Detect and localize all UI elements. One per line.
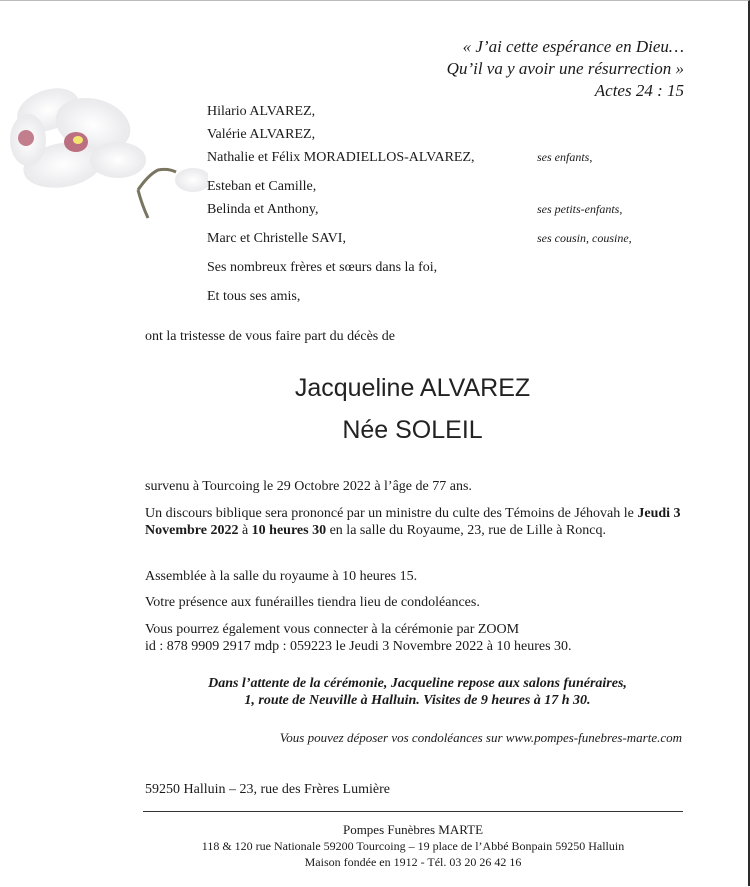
- funeral-home-contact: Maison fondée en 1912 - Tél. 03 20 26 42 16: [304, 855, 522, 869]
- announcement-intro: ont la tristesse de vous faire part du décès de: [145, 329, 395, 344]
- orchid-flower-image: [8, 80, 208, 230]
- family-name: Ses nombreux frères et sœurs dans la foi,: [207, 260, 438, 275]
- family-relation: ses petits-enfants,: [537, 202, 623, 216]
- zoom-line: Vous pourrez également vous connecter à la cérémonie par ZOOM: [145, 622, 520, 637]
- family-address: 59250 Halluin – 23, rue des Frères Lumière: [145, 782, 390, 797]
- family-row: [207, 146, 677, 169]
- visit-notice: [145, 675, 690, 709]
- family-relation: ses cousin, cousine,: [537, 231, 632, 245]
- visit-line: Dans l’attente de la cérémonie, Jacqueline repose aux salons funéraires,: [208, 676, 627, 691]
- funeral-home-address: 118 & 120 rue Nationale 59200 Tourcoing – 19 place de l’Abbé Bonpain 59250 Halluin: [201, 839, 625, 853]
- zoom-line: id : 878 9909 2917 mdp : 059223 le Jeudi 3 Novembre 2022 à 10 heures 30.: [145, 639, 572, 654]
- discourse-time: 10 heures 30: [251, 523, 327, 538]
- online-condolences: Vous pouvez déposer vos condoléances sur www.pompes-funebres-marte.com: [279, 730, 682, 745]
- family-name: Marc et Christelle SAVI,: [207, 231, 346, 246]
- death-paragraph: survenu à Tourcoing le 29 Octobre 2022 à l’âge de 77 ans.: [145, 479, 472, 494]
- family-row: [207, 123, 677, 146]
- deceased-maiden-name: Née SOLEIL: [342, 416, 483, 444]
- discourse-text: Un discours biblique sera prononcé par un ministre du culte des Témoins de Jéhovah le: [145, 506, 638, 521]
- epigraph: [447, 36, 684, 102]
- family-row: [207, 227, 677, 250]
- family-row: [207, 256, 677, 279]
- family-name: Nathalie et Félix MORADIELLOS-ALVAREZ,: [207, 150, 475, 165]
- family-name: Esteban et Camille,: [207, 179, 317, 194]
- family-row: [207, 198, 677, 221]
- epigraph-line-1: « J’ai cette espérance en Dieu…: [462, 37, 684, 56]
- family-name: Valérie ALVAREZ,: [207, 127, 316, 142]
- deceased-name: Jacqueline ALVAREZ: [294, 374, 531, 402]
- zoom-paragraph: [145, 621, 690, 655]
- funeral-home-footer: [143, 822, 683, 870]
- discourse-paragraph: [145, 505, 690, 539]
- assembly-paragraph: Assemblée à la salle du royaume à 10 heures 15.: [145, 569, 418, 584]
- family-name: Hilario ALVAREZ,: [207, 104, 316, 119]
- family-row: [207, 285, 677, 308]
- discourse-text: à: [238, 523, 252, 538]
- family-row: [207, 175, 677, 198]
- funeral-home-name: Pompes Funèbres MARTE: [342, 822, 484, 837]
- family-name: Belinda et Anthony,: [207, 202, 319, 217]
- condolences-paragraph: Votre présence aux funérailles tiendra lieu de condoléances.: [145, 595, 480, 610]
- family-row: [207, 100, 677, 123]
- footer-divider: [143, 811, 683, 812]
- family-relation: ses enfants,: [537, 150, 593, 164]
- family-name: Et tous ses amis,: [207, 289, 301, 304]
- discourse-date: Jeudi 3 Novembre 2022: [145, 506, 681, 538]
- epigraph-reference: Actes 24 : 15: [594, 81, 684, 100]
- visit-line: 1, route de Neuville à Halluin. Visites de 9 heures à 17 h 30.: [244, 693, 591, 708]
- discourse-text: en la salle du Royaume, 23, rue de Lille à Roncq.: [326, 523, 607, 538]
- epigraph-line-2: Qu’il va y avoir une résurrection »: [446, 59, 684, 78]
- family-list: [207, 100, 677, 308]
